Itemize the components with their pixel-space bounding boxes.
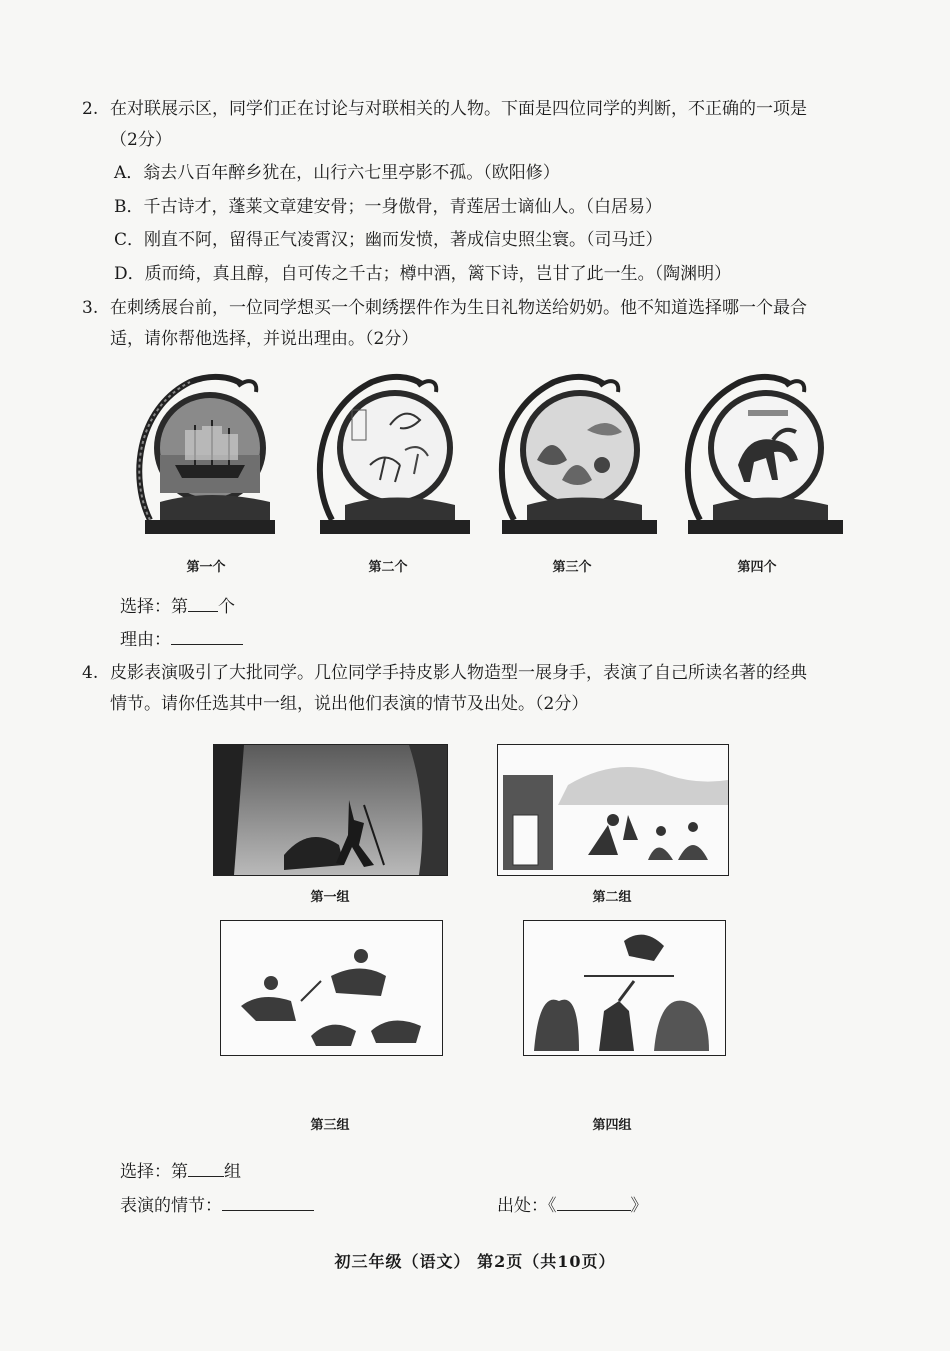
- q4-caption-3: 第三组: [310, 1118, 350, 1133]
- q2-option-b: B．千古诗才，蓬莱文章建安骨；一身傲骨，青莲居士谪仙人。（白居易）: [114, 197, 662, 217]
- q2-number: 2.: [82, 99, 99, 119]
- q3-choice-line: [120, 593, 235, 619]
- page-footer: 初三年级（语文） 第2页（共10页）: [334, 1252, 616, 1271]
- q4-source-label: 出处：《: [497, 1196, 557, 1216]
- q2-option-d: D．质而绮，真且醇，自可传之千古；樽中酒，篱下诗，岂甘了此一生。（陶渊明）: [114, 264, 732, 284]
- embroidery-screen-3-image: [492, 370, 657, 540]
- q3-caption-1: 第一个: [186, 560, 226, 575]
- embroidery-screen-2-image: [310, 370, 470, 540]
- q4-plot-blank[interactable]: [222, 1192, 314, 1211]
- q3-caption-4: 第四个: [737, 560, 777, 575]
- q4-source-blank[interactable]: [557, 1192, 631, 1211]
- q4-plot-label: 表演的情节：: [120, 1196, 222, 1216]
- q2-option-c: C．刚直不阿，留得正气凌霄汉；幽而发愤，著成信史照尘寰。（司马迁）: [114, 230, 663, 250]
- q3-reason-label: 理由：: [120, 630, 171, 650]
- q3-reason-line: [120, 626, 243, 652]
- q4-choice-line: [120, 1158, 241, 1184]
- q4-source-close: 》: [630, 1196, 648, 1216]
- q3-stem-line2: 适，请你帮他选择，并说出理由。（2分）: [110, 329, 419, 349]
- q3-number: 3.: [82, 298, 99, 318]
- q3-choice-suffix: 个: [218, 597, 235, 617]
- q4-caption-1: 第一组: [310, 890, 350, 905]
- q4-plot-line: [120, 1192, 314, 1218]
- q4-stem-line1: 皮影表演吸引了大批同学。几位同学手持皮影人物造型一展身手，表演了自己所读名著的经典: [110, 663, 807, 683]
- q4-caption-2: 第二组: [592, 890, 632, 905]
- q4-choice-prefix: 选择：第: [120, 1162, 188, 1182]
- q3-choice-prefix: 选择：第: [120, 597, 188, 617]
- q3-caption-2: 第二个: [368, 560, 408, 575]
- shadow-puppet-group-1-image: [213, 744, 448, 876]
- q3-stem-line1: 在刺绣展台前，一位同学想买一个刺绣摆件作为生日礼物送给奶奶。他不知道选择哪一个最合: [110, 298, 807, 318]
- q4-stem-line2: 情节。请你任选其中一组，说出他们表演的情节及出处。（2分）: [110, 694, 589, 714]
- embroidery-screen-4-image: [678, 370, 843, 540]
- q4-source-line: [497, 1192, 648, 1218]
- q3-reason-blank[interactable]: [171, 626, 243, 645]
- q4-choice-blank[interactable]: [188, 1158, 224, 1177]
- q3-caption-3: 第三个: [552, 560, 592, 575]
- q2-stem-line2: （2分）: [110, 130, 172, 150]
- embroidery-screen-1-image: [130, 370, 280, 540]
- q4-choice-suffix: 组: [224, 1162, 241, 1182]
- shadow-puppet-group-4-image: [523, 920, 726, 1056]
- q3-choice-blank[interactable]: [188, 593, 218, 612]
- q4-caption-4: 第四组: [592, 1118, 632, 1133]
- shadow-puppet-group-2-image: [497, 744, 729, 876]
- q4-number: 4.: [82, 663, 99, 683]
- shadow-puppet-group-3-image: [220, 920, 443, 1056]
- q2-stem-line1: 在对联展示区，同学们正在讨论与对联相关的人物。下面是四位同学的判断，不正确的一项是: [110, 99, 807, 119]
- q2-option-a: A．翁去八百年醉乡犹在，山行六七里亭影不孤。（欧阳修）: [114, 163, 560, 183]
